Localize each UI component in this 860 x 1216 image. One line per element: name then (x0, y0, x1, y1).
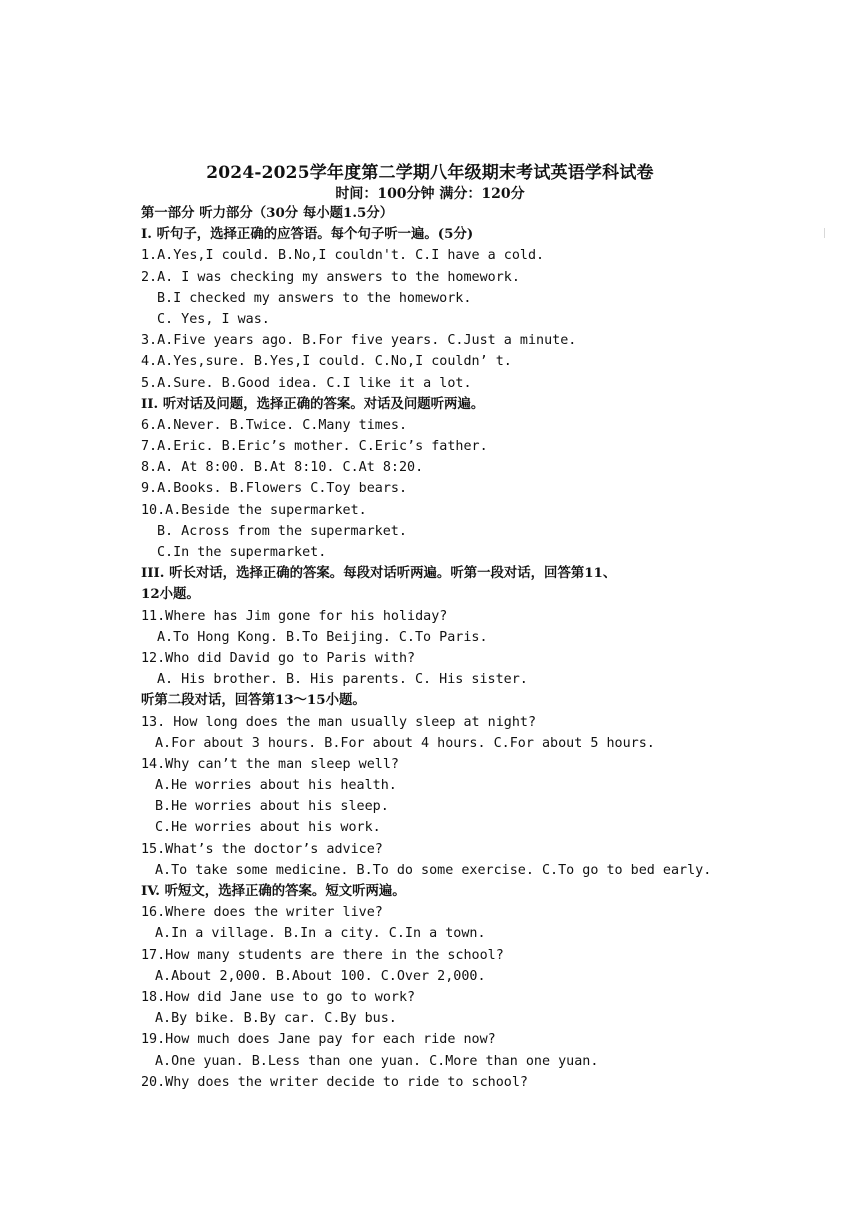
answer-option-line: A.About 2,000. B.About 100. C.Over 2,000. (155, 968, 486, 984)
answer-option-line: B.I checked my answers to the homework. (157, 290, 472, 306)
scan-edge-mark (824, 228, 825, 238)
question-line: 7.A.Eric. B.Eric’s mother. C.Eric’s father. (141, 439, 488, 455)
section-heading: 听第二段对话，回答第13～15小题。 (141, 692, 366, 709)
question-line: 19.How much does Jane pay for each ride now? (141, 1032, 496, 1048)
question-line: 17.How many students are there in the school? (141, 947, 504, 963)
page-title: 2024-2025学年度第二学期八年级期末考试英语学科试卷 (206, 163, 654, 183)
section-heading: IV. 听短文，选择正确的答案。短文听两遍。 (141, 883, 406, 899)
question-line: 9.A.Books. B.Flowers C.Toy bears. (141, 481, 408, 497)
question-line: 16.Where does the writer live? (141, 905, 383, 921)
question-line: 2.A. I was checking my answers to the homework. (141, 269, 520, 285)
section-heading: 12小题。 (141, 586, 200, 603)
question-line: 4.A.Yes,sure. B.Yes,I could. C.No,I couldn’ t. (141, 354, 512, 370)
answer-option-line: B. Across from the supermarket. (157, 523, 407, 539)
answer-option-line: A.He worries about his health. (155, 778, 397, 794)
answer-option-line: C.He worries about his work. (155, 820, 381, 836)
answer-option-line: A.By bike. B.By car. C.By bus. (155, 1011, 397, 1027)
question-line: 8.A. At 8:00. B.At 8:10. C.At 8:20. (141, 460, 424, 476)
section-heading: 第一部分 听力部分（30分 每小题1.5分） (141, 205, 394, 221)
question-line: 10.A.Beside the supermarket. (141, 502, 367, 518)
section-heading: III. 听长对话，选择正确的答案。每段对话听两遍。听第一段对话，回答第11、 (141, 565, 617, 582)
question-line: 14.Why can’t the man sleep well? (141, 756, 399, 772)
page-subtitle: 时间：100分钟 满分：120分 (335, 186, 525, 202)
question-line: 11.Where has Jim gone for his holiday? (141, 608, 448, 624)
answer-option-line: A.One yuan. B.Less than one yuan. C.More than one yuan. (155, 1053, 599, 1069)
section-heading: I. 听句子，选择正确的应答语。每个句子听一遍。(5分) (141, 226, 474, 243)
question-line: 1.A.Yes,I could. B.No,I couldn't. C.I have a cold. (141, 248, 545, 264)
answer-option-line: C. Yes, I was. (157, 311, 270, 327)
answer-option-line: A. His brother. B. His parents. C. His sister. (157, 672, 528, 688)
question-line: 15.What’s the doctor’s advice? (141, 841, 383, 857)
question-line: 13. How long does the man usually sleep at night? (141, 714, 537, 730)
answer-option-line: A.To Hong Kong. B.To Beijing. C.To Paris. (157, 629, 488, 645)
question-line: 6.A.Never. B.Twice. C.Many times. (141, 417, 408, 433)
question-line: 3.A.Five years ago. B.For five years. C.Just a minute. (141, 333, 577, 349)
answer-option-line: C.In the supermarket. (157, 545, 327, 560)
question-line: 18.How did Jane use to go to work? (141, 989, 416, 1005)
section-heading: II. 听对话及问题，选择正确的答案。对话及问题听两遍。 (141, 395, 485, 412)
answer-option-line: A.To take some medicine. B.To do some exercise. C.To go to bed early. (155, 862, 712, 878)
answer-option-line: A.In a village. B.In a city. C.In a town. (155, 926, 486, 942)
question-line: 12.Who did David go to Paris with? (141, 650, 416, 666)
question-line: 20.Why does the writer decide to ride to school? (141, 1074, 528, 1090)
answer-option-line: B.He worries about his sleep. (155, 799, 389, 815)
question-list (141, 203, 741, 1093)
question-line: 5.A.Sure. B.Good idea. C.I like it a lot. (141, 375, 472, 391)
answer-option-line: A.For about 3 hours. B.For about 4 hours. C.For about 5 hours. (155, 735, 655, 751)
